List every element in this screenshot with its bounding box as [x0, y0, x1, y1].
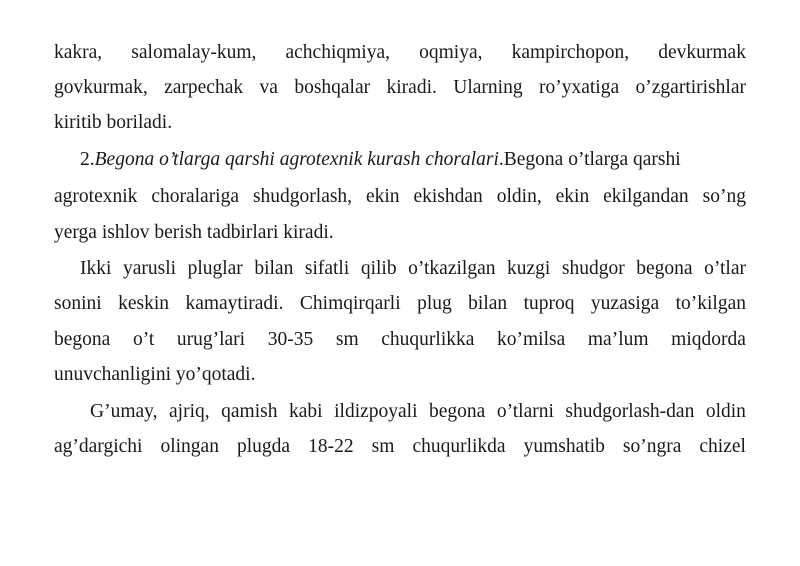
word: shudgorlash-dan — [565, 401, 695, 422]
word: achchiqmiya, — [285, 42, 390, 63]
word: 30-35 — [267, 329, 314, 350]
word: govkurmak, — [54, 77, 148, 98]
word: kabi — [289, 401, 323, 422]
word: va — [259, 77, 278, 98]
word: to’kilgan — [675, 293, 746, 314]
word: oldin — [705, 401, 746, 422]
word: so’ng — [702, 186, 746, 207]
word: G’umay, — [90, 401, 158, 422]
word: o’tkazilgan — [408, 258, 496, 279]
line-text: yerga ishlov berish tadbirlari kiradi. — [54, 222, 334, 243]
word: olingan — [160, 436, 219, 457]
text-line — [54, 358, 746, 392]
line-text: .Begona o’tlarga qarshi — [498, 149, 681, 170]
text-line — [54, 36, 746, 70]
word: yuzasiga — [590, 293, 660, 314]
word: o’tlar — [704, 258, 746, 279]
word: salomalay-kum, — [131, 42, 257, 63]
word: 18-22 — [308, 436, 354, 457]
text-line — [54, 252, 746, 286]
word: ekilgandan — [603, 186, 689, 207]
word: o’zgartirishlar — [635, 77, 746, 98]
word: plugda — [237, 436, 291, 457]
section-number: 2. — [80, 149, 95, 170]
word: sm — [371, 436, 395, 457]
word: begona — [54, 329, 111, 350]
word: urug’lari — [176, 329, 246, 350]
word: kampirchopon, — [511, 42, 630, 63]
text-line — [54, 71, 746, 105]
word: oqmiya, — [419, 42, 483, 63]
line-text: kiritib boriladi. — [54, 112, 173, 133]
word: pluglar — [187, 258, 243, 279]
word: miqdorda — [671, 329, 746, 350]
word: ma’lum — [587, 329, 649, 350]
word: ekishdan — [413, 186, 483, 207]
word: ajriq, — [169, 401, 210, 422]
text-line — [54, 216, 746, 250]
word: choralariga — [151, 186, 240, 207]
word: shudgorlash, — [252, 186, 353, 207]
text-line — [54, 430, 746, 464]
word: ildizpoyali — [334, 401, 418, 422]
word: zarpechak — [164, 77, 244, 98]
word: Ularning — [453, 77, 523, 98]
word: ko’milsa — [497, 329, 566, 350]
word: bilan — [254, 258, 294, 279]
text-line — [54, 180, 746, 214]
word: shudgor — [561, 258, 625, 279]
word: qilib — [360, 258, 397, 279]
word: o’tlarni — [496, 401, 554, 422]
word: o’t — [132, 329, 155, 350]
text-line — [54, 287, 746, 321]
word: sifatli — [304, 258, 350, 279]
word: agrotexnik — [54, 186, 138, 207]
word: ekin — [365, 186, 400, 207]
line-text: unuvchanligini yo’qotadi. — [54, 364, 256, 385]
word: kiradi. — [386, 77, 437, 98]
word: begona — [636, 258, 693, 279]
word: kuzgi — [507, 258, 551, 279]
word: yarusli — [122, 258, 177, 279]
section-heading: Begona o’tlarga qarshi agrotexnik kurash choralari — [94, 149, 499, 170]
word: ro’yxatiga — [538, 77, 620, 98]
word: boshqalar — [294, 77, 371, 98]
word: chizel — [699, 436, 746, 457]
word: so’ngra — [622, 436, 682, 457]
word: tuproq — [523, 293, 575, 314]
word: devkurmak — [658, 42, 746, 63]
word: Chimqirqarli — [299, 293, 401, 314]
text-line — [54, 395, 746, 429]
text-line — [54, 106, 746, 140]
text-line — [54, 323, 746, 357]
word: sonini — [54, 293, 102, 314]
word: sm — [335, 329, 359, 350]
section-heading-line — [54, 143, 746, 177]
word: chuqurlikda — [412, 436, 506, 457]
word: chuqurlikka — [381, 329, 475, 350]
word: yumshatib — [523, 436, 605, 457]
word: ekin — [555, 186, 590, 207]
word: bilan — [468, 293, 508, 314]
word: begona — [429, 401, 486, 422]
word: kamaytiradi. — [185, 293, 284, 314]
word: keskin — [118, 293, 170, 314]
word: qamish — [221, 401, 278, 422]
word: plug — [417, 293, 452, 314]
word: oldin, — [496, 186, 542, 207]
word: Ikki — [80, 258, 112, 279]
word: ag’dargichi — [54, 436, 143, 457]
word: kakra, — [54, 42, 103, 63]
